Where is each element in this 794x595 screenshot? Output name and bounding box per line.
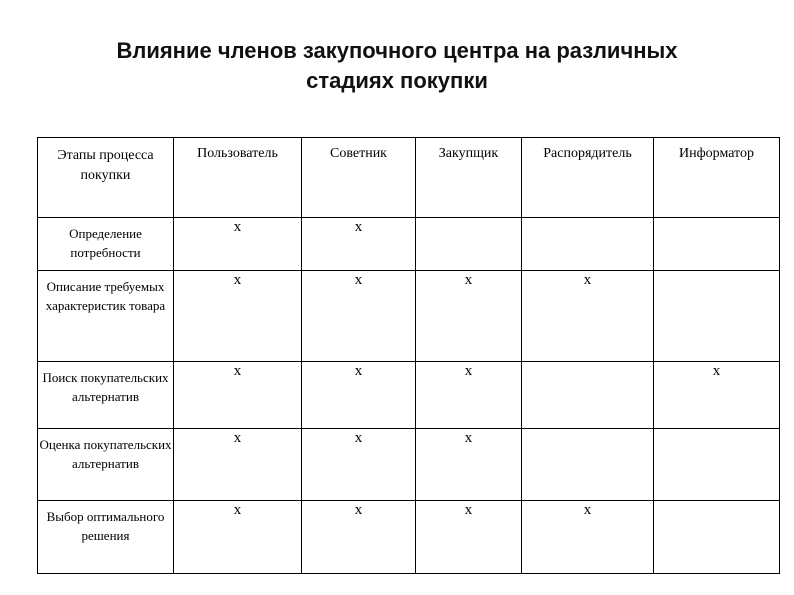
table-row <box>38 501 780 574</box>
table-header-row <box>38 138 780 218</box>
header-role-buyer: Закупщик <box>416 138 522 218</box>
mark-cell <box>522 429 654 501</box>
mark-cell: x <box>416 429 522 501</box>
mark-cell <box>654 218 780 271</box>
mark-cell <box>416 218 522 271</box>
row-stage-label: Поиск покупательских альтернатив <box>38 362 174 429</box>
mark-cell <box>654 429 780 501</box>
mark-cell: x <box>174 501 302 574</box>
header-role-decider: Распорядитель <box>522 138 654 218</box>
title-line-1: Влияние членов закупочного центра на различных <box>116 38 678 63</box>
row-stage-label: Описание требуемых характеристик товара <box>38 271 174 362</box>
table-row <box>38 271 780 362</box>
table-row <box>38 362 780 429</box>
mark-cell: x <box>302 218 416 271</box>
table-row <box>38 218 780 271</box>
mark-cell: x <box>302 501 416 574</box>
mark-cell: x <box>522 501 654 574</box>
mark-cell: x <box>174 362 302 429</box>
row-stage-label: Выбор оптимального решения <box>38 501 174 574</box>
mark-cell <box>522 362 654 429</box>
row-stage-label: Определение потребности <box>38 218 174 271</box>
mark-cell: x <box>416 501 522 574</box>
mark-cell: x <box>302 271 416 362</box>
header-role-advisor: Советник <box>302 138 416 218</box>
table-row <box>38 429 780 501</box>
purchase-stages-table <box>37 137 780 574</box>
mark-cell <box>522 218 654 271</box>
header-role-gatekeeper: Информатор <box>654 138 780 218</box>
page-title <box>0 36 794 96</box>
mark-cell: x <box>174 271 302 362</box>
mark-cell: x <box>174 429 302 501</box>
mark-cell: x <box>654 362 780 429</box>
header-role-user: Пользователь <box>174 138 302 218</box>
title-line-2: стадиях покупки <box>306 68 488 93</box>
mark-cell <box>654 501 780 574</box>
mark-cell <box>654 271 780 362</box>
mark-cell: x <box>416 362 522 429</box>
mark-cell: x <box>302 362 416 429</box>
mark-cell: x <box>416 271 522 362</box>
mark-cell: x <box>174 218 302 271</box>
mark-cell: x <box>522 271 654 362</box>
row-stage-label: Оценка покупательских альтернатив <box>38 429 174 501</box>
header-stage: Этапы процесса покупки <box>38 138 174 218</box>
mark-cell: x <box>302 429 416 501</box>
